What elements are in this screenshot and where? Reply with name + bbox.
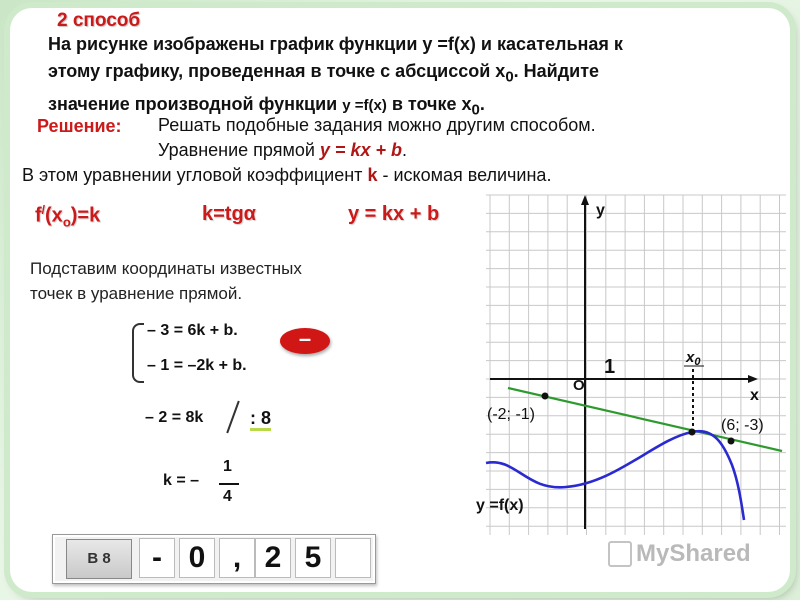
task-line-1: На рисунке изображены график функции у =f(x) и касательная к <box>48 34 623 54</box>
point-6-minus3 <box>728 438 735 445</box>
point-tangency <box>689 429 696 436</box>
function-label: y =f(x) <box>476 497 524 514</box>
answer-label: В 8 <box>66 539 132 579</box>
y-axis-label: y <box>596 202 605 219</box>
answer-cell-5[interactable]: 5 <box>295 538 331 578</box>
answer-cell-1[interactable]: - <box>139 538 175 578</box>
method-title: 2 способ <box>57 10 141 31</box>
watermark-text: MyShared <box>636 540 751 567</box>
tangent-slope-formula: k=tgα <box>202 203 256 225</box>
system-equation-1: – 3 = 6k + b. <box>147 322 238 339</box>
solution-label: Решение: <box>37 116 122 136</box>
function-curve <box>486 431 744 520</box>
difference-equation: – 2 = 8k <box>145 409 204 426</box>
answer-cell-6[interactable] <box>335 538 371 578</box>
answer-cell-2[interactable]: 0 <box>179 538 215 578</box>
line-equation-formula: y = kx + b <box>348 203 440 225</box>
point-label-1: (-2; -1) <box>487 406 535 423</box>
task-text <box>48 31 778 123</box>
fraction-bar <box>219 483 239 485</box>
substitution-text: Подставим координаты известных точек в уравнение прямой. <box>30 259 302 303</box>
function-graph <box>476 195 786 535</box>
y-axis-arrow <box>581 195 589 205</box>
solution-line-1: Решать подобные задания можно другим способом. <box>158 115 596 135</box>
result-lhs: k = – <box>163 472 200 489</box>
result-denominator: 4 <box>223 488 232 505</box>
x-axis-arrow <box>748 375 758 383</box>
answer-cell-4[interactable]: 2 <box>255 538 291 578</box>
solution-line-3: В этом уравнении угловой коэффициент k - искомая величина. <box>22 165 552 185</box>
watermark-icon <box>608 541 632 567</box>
unit-label: 1 <box>604 356 616 378</box>
derivative-formula: $f^/(x_o)=k$ <box>35 203 101 230</box>
x0-label: $x_0$ <box>686 349 701 368</box>
solution-line-2: Уравнение прямой y = kx + b. <box>158 140 407 160</box>
point-label-2: (6; -3) <box>721 417 764 434</box>
task-line-2: этому графику, проведенная в точке с абсциссой $х_0$. Найдите <box>48 61 600 86</box>
grid <box>486 195 786 535</box>
point-minus2-minus1 <box>542 393 549 400</box>
task-line-3: значение производной функции у =f(x) в точке $х_0$. <box>48 93 485 119</box>
divide-by-8: : 8 <box>250 408 271 429</box>
x-axis-label: x <box>750 387 759 404</box>
answer-cell-3[interactable]: , <box>219 538 255 578</box>
system-brace <box>132 323 144 383</box>
subtract-operator: – <box>280 328 330 354</box>
result-numerator: 1 <box>223 458 232 475</box>
origin-label: O <box>573 377 585 394</box>
system-equation-2: – 1 = –2k + b. <box>147 357 247 374</box>
